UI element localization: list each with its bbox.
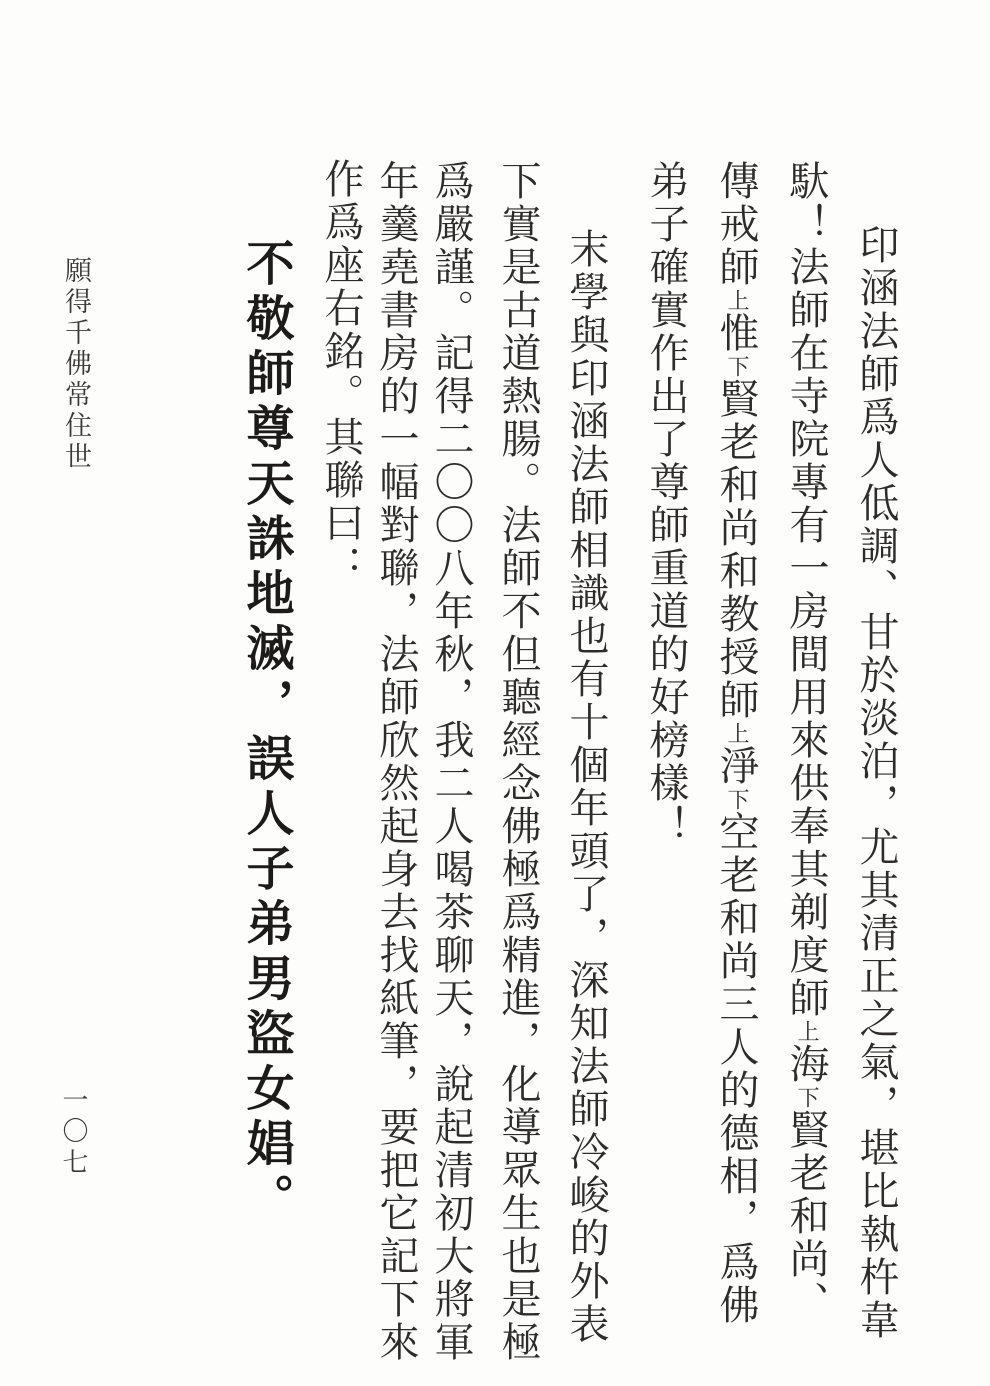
honorific-char: 下 [794,1086,819,1109]
page-number-text: 一〇七 [58,1086,88,1179]
couplet-line [238,238,294,1228]
column-text: 作爲座右銘。其聯曰： [318,158,364,588]
page-number [60,1086,86,1179]
column-text: 淨 [713,745,759,788]
running-title [62,256,89,473]
column-text: 惟 [713,312,759,355]
column-text: 弟子確實作出了尊師重道的好榜樣！ [643,160,689,848]
column-text: 空老和尚三人的德相，爲佛 [713,811,759,1327]
column-text: 賢老和尚、 [783,1109,829,1324]
text-column-4 [643,160,689,848]
column-text: 年羹堯書房的一幅對聯，法師欣然起身去找紙筆，要把它記下來 [373,160,419,1364]
text-column-8 [373,160,419,1364]
honorific-char: 上 [724,289,749,312]
text-column-6 [495,160,541,1364]
text-column-1 [853,224,899,1342]
column-text: 馱！法師在寺院專有一房間用來供奉其剃度師 [783,160,829,1020]
column-text: 海 [783,1043,829,1086]
text-column-9 [318,158,364,588]
couplet-text: 不敬師尊天誅地滅，誤人子弟男盜女娼。 [238,238,294,1228]
honorific-char: 上 [794,1020,819,1043]
honorific-char: 下 [724,788,749,811]
text-column-3 [713,160,759,1327]
text-column-5 [563,228,609,1346]
column-text: 印涵法師爲人低調、甘於淡泊，尤其清正之氣，堪比執杵韋 [853,224,899,1342]
text-column-7 [428,160,474,1364]
column-text: 爲嚴謹。記得二〇〇八年秋，我二人喝茶聊天，說起清初大將軍 [428,160,474,1364]
column-text: 賢老和尚和教授師 [713,378,759,722]
text-column-2 [783,160,829,1324]
honorific-char: 上 [724,722,749,745]
running-title-text: 願得千佛常住世 [60,256,91,473]
column-text: 傳戒師 [713,160,759,289]
column-text: 下實是古道熱腸。法師不但聽經念佛極爲精進，化導眾生也是極 [495,160,541,1364]
honorific-char: 下 [724,355,749,378]
column-text: 末學與印涵法師相識也有十個年頭了，深知法師冷峻的外表 [563,228,609,1346]
